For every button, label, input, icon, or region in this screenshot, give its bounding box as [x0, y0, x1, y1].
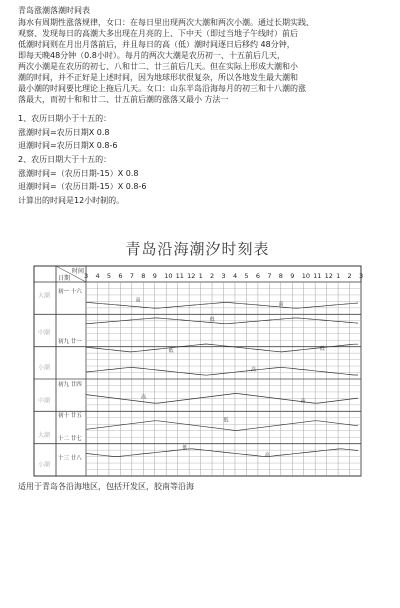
- hour-tick-label: 12: [324, 272, 333, 280]
- text-line-8: 最小潮的时间要比理论上拖后几天。女口：山东半岛沿海每月的初三和十八潮的涨: [18, 84, 306, 93]
- curve-marker: 高: [141, 394, 147, 401]
- hour-tick-label: 12: [187, 272, 196, 280]
- zone-label: 中潮: [38, 397, 51, 405]
- text-line-5: 即每天晚48分钟（0.8小时）。每月的两次大潮是农历初一、十五前后几天，: [18, 51, 285, 60]
- text-line-7: 潮的时间，并不正好是上述时间，因为地球形状很复杂，所以各地发生最大潮和: [18, 73, 298, 82]
- text-line-15: 退潮时间=（农历日期-15）X 0.8-6: [18, 182, 147, 191]
- curve-marker: 低: [319, 345, 325, 352]
- row-label: 十三 廿八: [58, 455, 82, 462]
- row-label: 十二 廿七: [58, 436, 82, 443]
- curve-marker: 高: [135, 297, 141, 304]
- hour-tick-label: 11: [313, 272, 322, 280]
- hour-tick-label: 1: [336, 272, 341, 280]
- hour-tick-label: 3: [359, 272, 364, 280]
- hour-tick-label: 1: [198, 272, 203, 280]
- text-line-3: 观察、发现每日的高潮大多出现在月亮的上、下中天（即过当地子午线时）前后: [18, 29, 298, 38]
- curve-marker: 低: [168, 347, 174, 354]
- hour-tick-label: 10: [164, 272, 173, 280]
- curve-marker: 高: [300, 398, 306, 405]
- hour-tick-label: 11: [175, 272, 184, 280]
- hour-tick-label: 4: [95, 272, 100, 280]
- tide-curve: [86, 302, 358, 308]
- curve-marker: 低: [209, 316, 215, 323]
- row-label: 初一 十六: [58, 288, 82, 295]
- row-label: 初十 廿五: [58, 412, 82, 419]
- chart-title: 青岛沿海潮汐时刻表: [125, 240, 270, 258]
- hour-tick-label: 2: [347, 272, 352, 280]
- text-line-16: 计算出的时间是12小时制的。: [18, 196, 125, 205]
- hour-tick-label: 3: [221, 272, 226, 280]
- hour-tick-label: 9: [152, 272, 157, 280]
- zone-label: 大潮: [38, 292, 51, 300]
- hour-tick-label: 5: [106, 272, 112, 280]
- row-label: 初九 廿四: [58, 381, 82, 388]
- text-line-13: 2、农历日期大于十五的：: [18, 155, 112, 164]
- chart-frame: [34, 266, 364, 476]
- tide-curve: [86, 367, 358, 375]
- curve-marker: 高: [278, 301, 284, 308]
- hour-tick-label: 7: [129, 272, 134, 280]
- curve-marker: 高: [264, 452, 270, 459]
- hour-tick-label: 10: [301, 272, 310, 280]
- text-line-4: 低潮时间则在月出月落前后，并且每日的高（低）潮时间逐日后移约 48分钟，: [18, 40, 295, 49]
- zone-label: 中潮: [38, 329, 51, 337]
- hour-tick-label: 6: [255, 272, 261, 280]
- tide-curve: [86, 421, 358, 431]
- hour-tick-label: 5: [244, 272, 249, 280]
- hour-tick-label: 9: [290, 272, 295, 280]
- text-line-12: 退潮时间=农历日期X 0.8-6: [18, 141, 118, 150]
- zone-label: 小潮: [38, 461, 51, 469]
- hour-tick-label: 8: [141, 272, 146, 280]
- hour-tick-label: 2: [210, 272, 215, 280]
- tide-chart: [30, 238, 365, 478]
- zone-label: 小潮: [38, 364, 51, 372]
- text-line-14: 涨潮时间=（农历日期-15）X 0.8: [18, 169, 139, 178]
- tide-curve: [86, 344, 358, 352]
- text-line-10: 1、农历日期小于十五的：: [18, 114, 112, 123]
- footer-note: 适用于青岛各沿海地区，包括开发区，胶南等沿海: [18, 482, 194, 491]
- text-line-11: 涨潮时间=农历日期X 0.8: [18, 128, 110, 137]
- text-line-2: 海水有周期性涨落规律，女口：在每日里出现两次大潮和两次小潮。通过长期实践、: [18, 18, 314, 27]
- text-line-9: 落最大，而初十和和廿二、廿五前后潮的涨落又最小 方法一: [18, 95, 229, 104]
- text-line-6: 两次小潮是在农历的初七、八和廿二、廿三前后几天。但在实际上形成大潮和小: [18, 62, 298, 71]
- header-date-label: 日期: [58, 275, 71, 282]
- zone-label: 大潮: [38, 432, 51, 440]
- text-line-1: 青岛涨潮落潮时间表: [18, 6, 90, 15]
- hour-tick-label: 4: [232, 272, 238, 280]
- curve-marker: 高: [251, 367, 257, 374]
- hour-tick-label: 3: [84, 272, 89, 280]
- row-label: 初九 廿一: [58, 339, 82, 346]
- hour-tick-label: 8: [278, 272, 283, 280]
- curve-marker: 低: [182, 444, 188, 451]
- hour-tick-label: 6: [118, 272, 123, 280]
- hour-tick-label: 7: [267, 272, 272, 280]
- tide-table-grid: [30, 238, 365, 478]
- curve-marker: 低: [223, 417, 229, 424]
- header-time-label: 时间: [72, 268, 85, 275]
